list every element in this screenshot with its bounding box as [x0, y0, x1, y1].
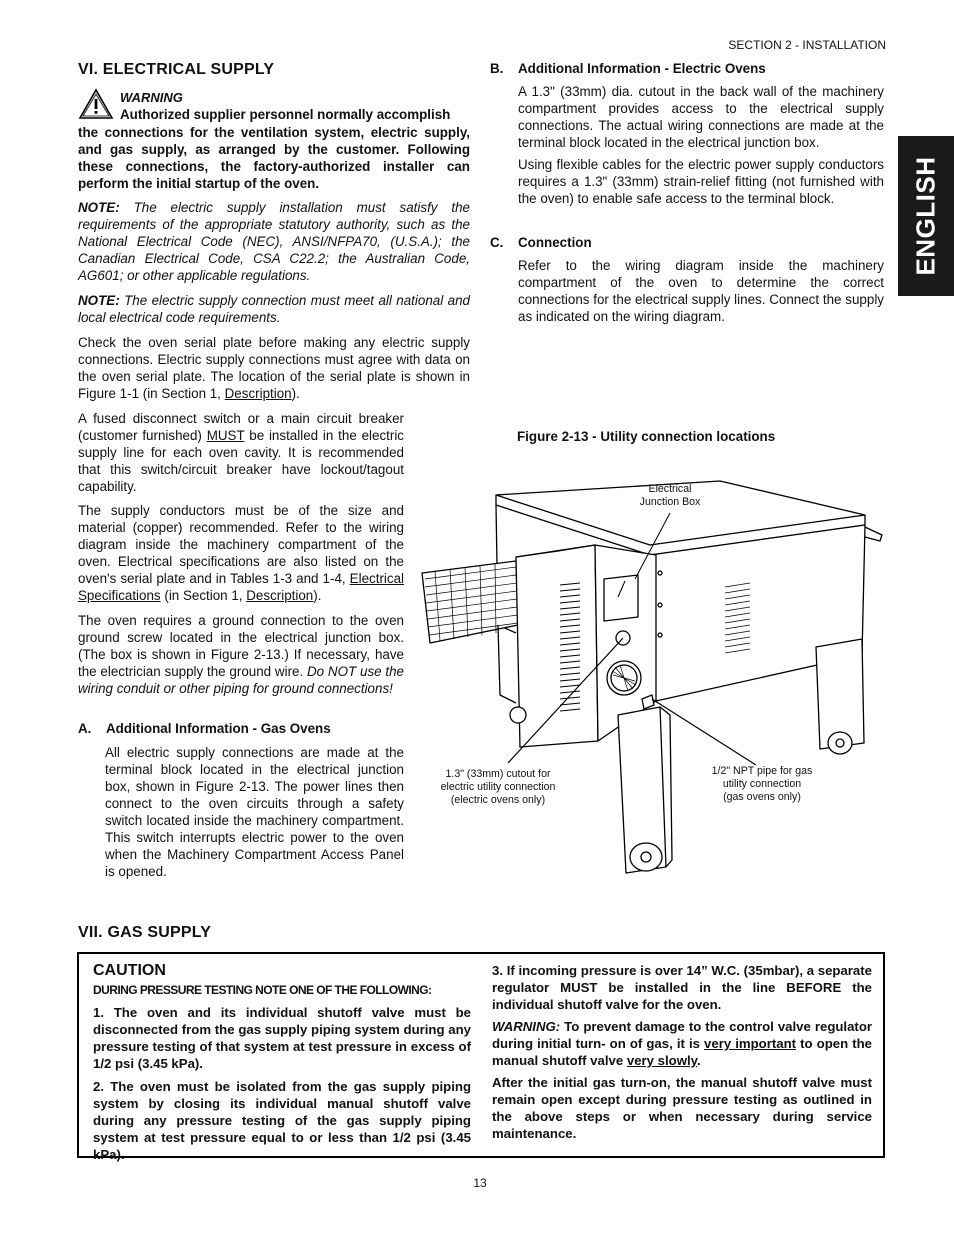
language-tab-label: ENGLISH: [910, 156, 941, 276]
conductors-paragraph: [78, 502, 404, 604]
sub-b-letter: B.: [490, 61, 504, 76]
sub-b-title: Additional Information - Electric Ovens: [518, 61, 766, 76]
caution-warning-c: .: [697, 1053, 701, 1068]
conductors-text-b: (in Section 1,: [164, 588, 243, 603]
warning-first-line: Authorized supplier personnel normally accomplish: [120, 107, 451, 122]
note-2-label: NOTE:: [78, 293, 120, 308]
disconnect-text-a: A fused disconnect switch or a main circuit breaker (customer furnished): [78, 411, 404, 443]
warning-text: the connections for the ventilation system, electric supply, and gas supply, as arranged by the customer. Following these connections, the factory-authorized installer can perform the initial startup of the oven.: [78, 125, 470, 191]
ground-warning: Do NOT use the wiring conduit or other piping for ground connections!: [78, 664, 405, 696]
caution-subtitle: DURING PRESSURE TESTING NOTE ONE OF THE FOLLOWING:: [93, 983, 432, 997]
note-1-label: NOTE:: [78, 200, 120, 215]
warning-label: WARNING: [120, 90, 183, 105]
serial-plate-paragraph: [78, 334, 470, 402]
warning-triangle-icon: [78, 88, 114, 120]
note-2-text: The electric supply connection must meet all national and local electrical code requirements.: [78, 293, 470, 325]
caution-item-2: 2. The oven must be isolated from the gas supply piping system by closing its individual manual shutoff valve during any pressure testing of the gas supply piping system at test pressure equal to or less than 1/2 psi (3.45 kPa).: [93, 1079, 471, 1162]
ground-text: The oven requires a ground connection to the oven ground screw located in the electrical junction box. (The box is shown in Figure 2-13.) If necessary, have the electrician supply the ground wire.: [78, 613, 404, 679]
electrical-heading: VI. ELECTRICAL SUPPLY: [78, 61, 275, 78]
conductors-text-a: The supply conductors must be of the size and material (copper) recommended. Refer to the wiring diagram inside the machinery compartment of the oven. Electrical specifications are also listed on the oven's serial plate and in Tables 1-3 and 1-4,: [78, 503, 404, 586]
sub-a-text: All electric supply connections are made at the terminal block located in the electrical junction box, shown in Figure 2-13. The power lines then connect to the oven circuits through a safety switch located inside the machinery compartment. This switch interrupts electric power to the oven when the Machinery Compartment Access Panel is opened.: [105, 745, 404, 879]
caution-warning-b: to open the manual shutoff valve: [492, 1036, 872, 1068]
sub-b-heading: [490, 61, 766, 76]
sub-a-title: Additional Information - Gas Ovens: [106, 721, 331, 736]
serial-plate-end: ).: [291, 386, 300, 401]
must-emphasis: MUST: [206, 428, 245, 443]
gas-heading: VII. GAS SUPPLY: [78, 924, 212, 941]
description-link[interactable]: Description: [224, 386, 292, 401]
sub-c-heading: [490, 235, 592, 250]
sub-c-title: Connection: [518, 235, 592, 250]
serial-plate-text: Check the oven serial plate before making any electric supply connections. Electric supply connections must agree with data on the oven serial plate. The location of the serial plate is shown in Figure 1-1 (in Section 1,: [78, 335, 470, 401]
sub-c-letter: C.: [490, 235, 504, 250]
section-header: SECTION 2 - INSTALLATION: [728, 38, 886, 52]
disconnect-text-b: be installed in the electric supply line for each oven cavity. It is recommended that this switch/circuit breaker have lockout/tagout capability.: [78, 428, 404, 494]
label-junction-box: Electrical Junction Box: [639, 483, 701, 508]
electrical-specifications-link[interactable]: Electrical Specifications: [78, 571, 404, 603]
sub-b-text-1: A 1.3" (33mm) dia. cutout in the back wall of the machinery compartment provides access to the electrical supply connections. The actual wiring connections are made at the terminal block located in the electrical junction box.: [518, 84, 884, 150]
caution-item-3: 3. If incoming pressure is over 14” W.C. (35mbar), a separate regulator MUST be installed in the line BEFORE the individual shutoff valve for the oven.: [492, 963, 872, 1012]
caution-warning: [492, 1018, 872, 1069]
page-number: 13: [473, 1176, 487, 1190]
label-cutout: 1.3" (33mm) cutout for electric utility connection (electric ovens only): [440, 768, 556, 806]
conductors-text-c: ).: [313, 588, 322, 603]
note-1: [78, 199, 470, 284]
note-1-text: The electric supply installation must satisfy the requirements of the appropriate statutory authority, such as the National Electrical Code (NEC), ANSI/NFPA70, (U.S.A.); the Canadian Electrical Code, CSA C22.2; the Australian Code, AG601; or other applicable regulations.: [78, 200, 470, 283]
figure-caption: Figure 2-13 - Utility connection locations: [517, 429, 776, 444]
very-important-emphasis: very important: [704, 1036, 797, 1051]
caution-warning-a: To prevent damage to the control valve regulator during initial turn- on of gas, it is: [492, 1019, 873, 1051]
sub-c-text: Refer to the wiring diagram inside the machinery compartment of the oven to determine the correct connections for the electrical supply lines. Connect the supply as indicated on the wiring diagram.: [518, 258, 884, 324]
sub-a-letter: A.: [78, 721, 92, 736]
disconnect-paragraph: [78, 410, 404, 495]
caution-item-1: 1. The oven and its individual shutoff valve must be disconnected from the gas supply piping system during any pressure testing of that system at test pressure in excess of 1/2 psi (3.45 kPa).: [93, 1005, 471, 1071]
sub-a-heading: [78, 721, 331, 736]
very-slowly-emphasis: very slowly: [626, 1053, 697, 1068]
ground-paragraph: [78, 612, 404, 697]
note-2: [78, 292, 470, 326]
caution-box: [77, 952, 885, 1162]
caution-after-text: After the initial gas turn-on, the manual shutoff valve must remain open except during pressure testing as outlined in the above steps or when necessary during service maintenance.: [492, 1075, 872, 1141]
caution-title: CAUTION: [93, 962, 166, 979]
oven-illustration: [420, 475, 890, 885]
caution-warning-label: WARNING:: [492, 1019, 561, 1034]
sub-b-text-2: Using flexible cables for the electric power supply conductors requires a 1.3" (33mm) strain-relief fitting (not furnished with the oven) to enable safe access to the terminal block.: [518, 157, 884, 206]
language-tab: [898, 136, 954, 296]
label-npt-pipe: 1/2" NPT pipe for gas utility connection (gas ovens only): [711, 765, 813, 803]
description-link-2[interactable]: Description: [246, 588, 314, 603]
